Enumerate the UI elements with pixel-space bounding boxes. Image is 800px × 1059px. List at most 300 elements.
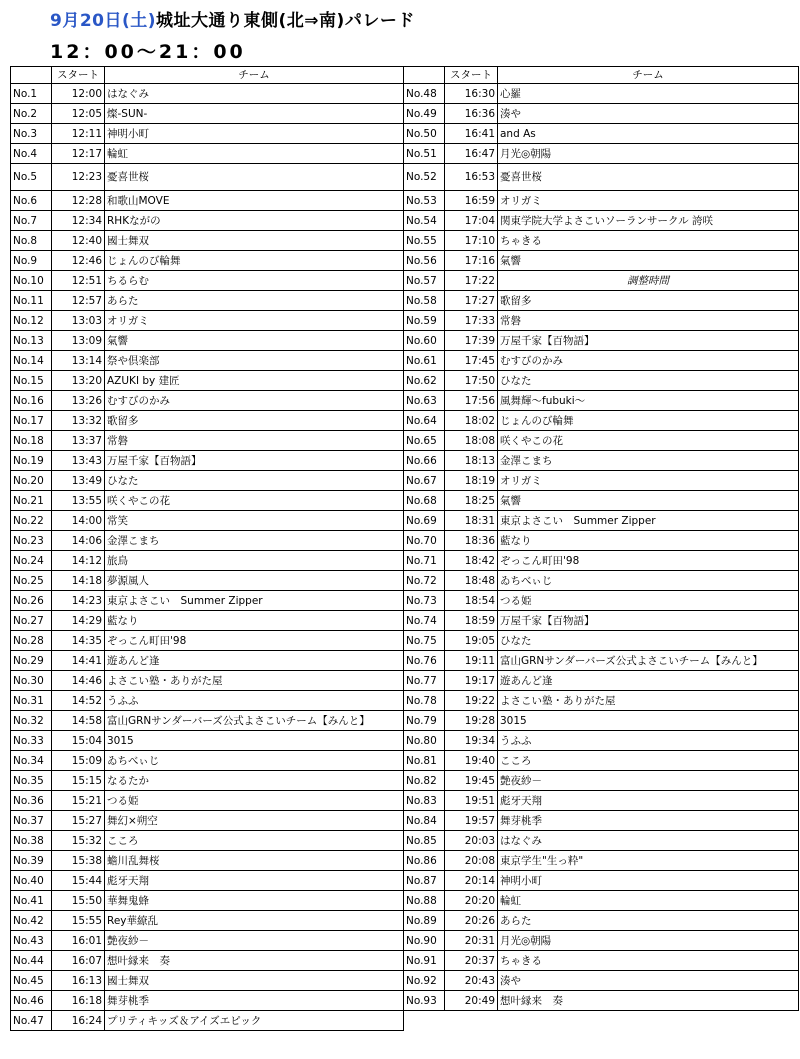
team-name: 咲くやこの花 bbox=[498, 431, 799, 451]
start-time: 17:39 bbox=[445, 331, 498, 351]
row-number: No.66 bbox=[404, 451, 445, 471]
start-time: 18:19 bbox=[445, 471, 498, 491]
table-row bbox=[404, 971, 799, 991]
row-number: No.4 bbox=[11, 144, 52, 164]
row-number: No.17 bbox=[11, 411, 52, 431]
row-number: No.14 bbox=[11, 351, 52, 371]
start-time: 16:07 bbox=[52, 951, 105, 971]
start-time: 16:59 bbox=[445, 191, 498, 211]
start-time: 14:12 bbox=[52, 551, 105, 571]
team-name: 月光◎朝陽 bbox=[498, 144, 799, 164]
row-number: No.27 bbox=[11, 611, 52, 631]
team-name: よさこい塾・ありがた屋 bbox=[498, 691, 799, 711]
start-time: 20:31 bbox=[445, 931, 498, 951]
table-row bbox=[11, 291, 404, 311]
team-name: 旅鳥 bbox=[105, 551, 404, 571]
team-name: 和歌山MOVE bbox=[105, 191, 404, 211]
team-name: むすびのかみ bbox=[498, 351, 799, 371]
table-row bbox=[404, 311, 799, 331]
team-name: 國士舞双 bbox=[105, 231, 404, 251]
start-time: 18:42 bbox=[445, 551, 498, 571]
start-time: 13:03 bbox=[52, 311, 105, 331]
table-row bbox=[404, 451, 799, 471]
row-number: No.46 bbox=[11, 991, 52, 1011]
table-row bbox=[11, 391, 404, 411]
team-name: 氣響 bbox=[498, 251, 799, 271]
start-time: 13:26 bbox=[52, 391, 105, 411]
row-number: No.71 bbox=[404, 551, 445, 571]
start-time: 18:13 bbox=[445, 451, 498, 471]
row-number: No.85 bbox=[404, 831, 445, 851]
team-name: 想叶縁来 奏 bbox=[105, 951, 404, 971]
table-row bbox=[11, 431, 404, 451]
start-time: 19:28 bbox=[445, 711, 498, 731]
start-time: 14:29 bbox=[52, 611, 105, 631]
row-number: No.3 bbox=[11, 124, 52, 144]
row-number: No.29 bbox=[11, 651, 52, 671]
start-time: 15:21 bbox=[52, 791, 105, 811]
row-number: No.73 bbox=[404, 591, 445, 611]
row-number: No.59 bbox=[404, 311, 445, 331]
start-time: 17:04 bbox=[445, 211, 498, 231]
table-row bbox=[404, 791, 799, 811]
table-row bbox=[11, 531, 404, 551]
start-time: 20:20 bbox=[445, 891, 498, 911]
start-time: 19:05 bbox=[445, 631, 498, 651]
team-name: 咲くやこの花 bbox=[105, 491, 404, 511]
start-time: 18:59 bbox=[445, 611, 498, 631]
row-number: No.62 bbox=[404, 371, 445, 391]
team-name: 湊や bbox=[498, 971, 799, 991]
team-name: 湊や bbox=[498, 104, 799, 124]
start-time: 12:40 bbox=[52, 231, 105, 251]
row-number: No.23 bbox=[11, 531, 52, 551]
row-number: No.57 bbox=[404, 271, 445, 291]
schedule-table-left bbox=[10, 66, 404, 1031]
start-time: 14:41 bbox=[52, 651, 105, 671]
table-row bbox=[404, 211, 799, 231]
row-number: No.81 bbox=[404, 751, 445, 771]
row-number: No.63 bbox=[404, 391, 445, 411]
table-row bbox=[11, 231, 404, 251]
start-time: 12:17 bbox=[52, 144, 105, 164]
team-name: 華舞鬼蜂 bbox=[105, 891, 404, 911]
team-name: つる姫 bbox=[498, 591, 799, 611]
table-row bbox=[11, 351, 404, 371]
start-time: 14:06 bbox=[52, 531, 105, 551]
row-number: No.70 bbox=[404, 531, 445, 551]
table-row bbox=[404, 431, 799, 451]
start-time: 15:55 bbox=[52, 911, 105, 931]
table-row bbox=[11, 771, 404, 791]
table-row bbox=[404, 491, 799, 511]
team-name: 神明小町 bbox=[105, 124, 404, 144]
table-row bbox=[404, 164, 799, 191]
event-name: 城址大通り東側(北⇒南)パレード bbox=[156, 11, 415, 31]
start-time: 12:34 bbox=[52, 211, 105, 231]
row-number: No.25 bbox=[11, 571, 52, 591]
start-time: 16:01 bbox=[52, 931, 105, 951]
start-time: 16:30 bbox=[445, 84, 498, 104]
team-name: 輪虹 bbox=[105, 144, 404, 164]
start-time: 19:40 bbox=[445, 751, 498, 771]
start-time: 19:22 bbox=[445, 691, 498, 711]
row-number: No.9 bbox=[11, 251, 52, 271]
team-name: あらた bbox=[498, 911, 799, 931]
table-row bbox=[404, 84, 799, 104]
table-row bbox=[11, 311, 404, 331]
start-time: 13:20 bbox=[52, 371, 105, 391]
start-time: 13:49 bbox=[52, 471, 105, 491]
team-name: 彪牙天翔 bbox=[498, 791, 799, 811]
team-name: ひなた bbox=[498, 631, 799, 651]
table-row bbox=[11, 471, 404, 491]
team-name: 氣響 bbox=[105, 331, 404, 351]
start-time: 20:43 bbox=[445, 971, 498, 991]
start-time: 18:54 bbox=[445, 591, 498, 611]
row-number: No.41 bbox=[11, 891, 52, 911]
team-name: オリガミ bbox=[498, 191, 799, 211]
team-name: AZUKI by 建匠 bbox=[105, 371, 404, 391]
row-number: No.61 bbox=[404, 351, 445, 371]
row-number: No.93 bbox=[404, 991, 445, 1011]
team-name: 関東学院大学よさこいソーランサークル 誇咲 bbox=[498, 211, 799, 231]
row-number: No.8 bbox=[11, 231, 52, 251]
row-number: No.28 bbox=[11, 631, 52, 651]
row-number: No.26 bbox=[11, 591, 52, 611]
row-number: No.80 bbox=[404, 731, 445, 751]
row-number: No.32 bbox=[11, 711, 52, 731]
table-row bbox=[404, 991, 799, 1011]
table-row bbox=[404, 144, 799, 164]
table-row bbox=[11, 631, 404, 651]
start-time: 14:46 bbox=[52, 671, 105, 691]
row-number: No.58 bbox=[404, 291, 445, 311]
table-header-row bbox=[11, 67, 404, 84]
table-row bbox=[11, 271, 404, 291]
team-name: 蟾川乱舞桜 bbox=[105, 851, 404, 871]
start-time: 17:10 bbox=[445, 231, 498, 251]
team-name: 風舞輝～fubuki～ bbox=[498, 391, 799, 411]
team-name: and As bbox=[498, 124, 799, 144]
row-number: No.90 bbox=[404, 931, 445, 951]
start-time: 16:13 bbox=[52, 971, 105, 991]
start-time: 12:00 bbox=[52, 84, 105, 104]
row-number: No.5 bbox=[11, 164, 52, 191]
team-name: 東京学生"生っ粋" bbox=[498, 851, 799, 871]
team-name: 遊あんど逢 bbox=[105, 651, 404, 671]
table-row bbox=[404, 651, 799, 671]
team-name: 藍なり bbox=[105, 611, 404, 631]
start-time: 17:45 bbox=[445, 351, 498, 371]
team-name: 3015 bbox=[498, 711, 799, 731]
column-header-team: チーム bbox=[105, 67, 404, 84]
team-name: 常笑 bbox=[105, 511, 404, 531]
row-number: No.44 bbox=[11, 951, 52, 971]
table-row bbox=[404, 331, 799, 351]
table-row bbox=[11, 751, 404, 771]
start-time: 16:36 bbox=[445, 104, 498, 124]
team-name: 憂喜世桜 bbox=[105, 164, 404, 191]
team-name: 憂喜世桜 bbox=[498, 164, 799, 191]
table-row bbox=[404, 931, 799, 951]
table-row bbox=[404, 291, 799, 311]
column-header-no bbox=[404, 67, 445, 84]
row-number: No.76 bbox=[404, 651, 445, 671]
row-number: No.92 bbox=[404, 971, 445, 991]
team-name: 調整時間 bbox=[498, 271, 799, 291]
start-time: 17:33 bbox=[445, 311, 498, 331]
row-number: No.48 bbox=[404, 84, 445, 104]
table-row bbox=[404, 411, 799, 431]
table-row bbox=[11, 871, 404, 891]
row-number: No.75 bbox=[404, 631, 445, 651]
table-row bbox=[11, 571, 404, 591]
start-time: 14:52 bbox=[52, 691, 105, 711]
team-name: 氣響 bbox=[498, 491, 799, 511]
start-time: 16:47 bbox=[445, 144, 498, 164]
row-number: No.47 bbox=[11, 1011, 52, 1031]
row-number: No.35 bbox=[11, 771, 52, 791]
row-number: No.38 bbox=[11, 831, 52, 851]
start-time: 15:04 bbox=[52, 731, 105, 751]
table-row bbox=[11, 191, 404, 211]
table-row bbox=[11, 811, 404, 831]
start-time: 19:11 bbox=[445, 651, 498, 671]
team-name: 舞芽桃季 bbox=[105, 991, 404, 1011]
table-row bbox=[11, 791, 404, 811]
team-name: 3015 bbox=[105, 731, 404, 751]
row-number: No.19 bbox=[11, 451, 52, 471]
start-time: 18:48 bbox=[445, 571, 498, 591]
start-time: 18:25 bbox=[445, 491, 498, 511]
row-number: No.6 bbox=[11, 191, 52, 211]
team-name: 富山GRNサンダーバーズ公式よさこいチーム【みんと】 bbox=[105, 711, 404, 731]
row-number: No.69 bbox=[404, 511, 445, 531]
team-name: 富山GRNサンダーバーズ公式よさこいチーム【みんと】 bbox=[498, 651, 799, 671]
table-row bbox=[404, 671, 799, 691]
team-name: 艶夜紗－ bbox=[498, 771, 799, 791]
team-name: ゐちべぃじ bbox=[105, 751, 404, 771]
table-row bbox=[11, 671, 404, 691]
table-row bbox=[11, 911, 404, 931]
team-name: ぞっこん町田'98 bbox=[105, 631, 404, 651]
start-time: 15:44 bbox=[52, 871, 105, 891]
team-name: 夢源風人 bbox=[105, 571, 404, 591]
start-time: 12:23 bbox=[52, 164, 105, 191]
row-number: No.55 bbox=[404, 231, 445, 251]
start-time: 20:03 bbox=[445, 831, 498, 851]
row-number: No.83 bbox=[404, 791, 445, 811]
row-number: No.40 bbox=[11, 871, 52, 891]
start-time: 17:27 bbox=[445, 291, 498, 311]
table-row bbox=[11, 104, 404, 124]
start-time: 15:32 bbox=[52, 831, 105, 851]
start-time: 19:17 bbox=[445, 671, 498, 691]
start-time: 13:43 bbox=[52, 451, 105, 471]
team-name: こころ bbox=[105, 831, 404, 851]
row-number: No.78 bbox=[404, 691, 445, 711]
table-row bbox=[404, 531, 799, 551]
start-time: 16:18 bbox=[52, 991, 105, 1011]
start-time: 20:14 bbox=[445, 871, 498, 891]
start-time: 19:57 bbox=[445, 811, 498, 831]
team-name: なるたか bbox=[105, 771, 404, 791]
table-row bbox=[11, 371, 404, 391]
team-name: 祭や倶楽部 bbox=[105, 351, 404, 371]
table-row bbox=[11, 251, 404, 271]
table-row bbox=[404, 831, 799, 851]
team-name: 神明小町 bbox=[498, 871, 799, 891]
start-time: 15:09 bbox=[52, 751, 105, 771]
table-row bbox=[11, 951, 404, 971]
table-row bbox=[404, 611, 799, 631]
team-name: ひなた bbox=[105, 471, 404, 491]
start-time: 14:00 bbox=[52, 511, 105, 531]
row-number: No.34 bbox=[11, 751, 52, 771]
table-row bbox=[11, 511, 404, 531]
schedule-table-right bbox=[403, 66, 799, 1011]
start-time: 12:28 bbox=[52, 191, 105, 211]
table-row bbox=[11, 164, 404, 191]
table-row bbox=[11, 491, 404, 511]
table-row bbox=[404, 591, 799, 611]
table-row bbox=[404, 571, 799, 591]
row-number: No.10 bbox=[11, 271, 52, 291]
time-range: 12：00～21：00 bbox=[50, 41, 246, 63]
start-time: 12:51 bbox=[52, 271, 105, 291]
row-number: No.37 bbox=[11, 811, 52, 831]
table-row bbox=[404, 911, 799, 931]
table-row bbox=[404, 771, 799, 791]
team-name: 燦-SUN- bbox=[105, 104, 404, 124]
table-row bbox=[404, 851, 799, 871]
team-name: 月光◎朝陽 bbox=[498, 931, 799, 951]
table-row bbox=[11, 711, 404, 731]
start-time: 15:27 bbox=[52, 811, 105, 831]
row-number: No.11 bbox=[11, 291, 52, 311]
team-name: 國士舞双 bbox=[105, 971, 404, 991]
team-name: よさこい塾・ありがた屋 bbox=[105, 671, 404, 691]
start-time: 17:56 bbox=[445, 391, 498, 411]
team-name: オリガミ bbox=[105, 311, 404, 331]
row-number: No.87 bbox=[404, 871, 445, 891]
table-header-row bbox=[404, 67, 799, 84]
team-name: 万屋千家【百物語】 bbox=[105, 451, 404, 471]
start-time: 14:58 bbox=[52, 711, 105, 731]
team-name: プリティキッズ＆アイズエピック bbox=[105, 1011, 404, 1031]
team-name: あらた bbox=[105, 291, 404, 311]
start-time: 13:55 bbox=[52, 491, 105, 511]
team-name: じょんのび輪舞 bbox=[105, 251, 404, 271]
row-number: No.54 bbox=[404, 211, 445, 231]
table-row bbox=[11, 591, 404, 611]
table-row bbox=[11, 851, 404, 871]
row-number: No.18 bbox=[11, 431, 52, 451]
table-row bbox=[11, 411, 404, 431]
row-number: No.1 bbox=[11, 84, 52, 104]
table-row bbox=[404, 811, 799, 831]
start-time: 18:31 bbox=[445, 511, 498, 531]
row-number: No.49 bbox=[404, 104, 445, 124]
team-name: つる姫 bbox=[105, 791, 404, 811]
row-number: No.31 bbox=[11, 691, 52, 711]
start-time: 17:50 bbox=[445, 371, 498, 391]
table-row bbox=[404, 271, 799, 291]
table-row bbox=[404, 631, 799, 651]
row-number: No.7 bbox=[11, 211, 52, 231]
row-number: No.39 bbox=[11, 851, 52, 871]
team-name: 輪虹 bbox=[498, 891, 799, 911]
team-name: ゐちべぃじ bbox=[498, 571, 799, 591]
column-header-start: スタート bbox=[445, 67, 498, 84]
table-row bbox=[404, 104, 799, 124]
start-time: 16:53 bbox=[445, 164, 498, 191]
table-row bbox=[11, 331, 404, 351]
table-row bbox=[11, 124, 404, 144]
team-name: はなぐみ bbox=[498, 831, 799, 851]
start-time: 19:34 bbox=[445, 731, 498, 751]
table-row bbox=[404, 251, 799, 271]
column-header-no bbox=[11, 67, 52, 84]
team-name: 金澤こまち bbox=[105, 531, 404, 551]
row-number: No.68 bbox=[404, 491, 445, 511]
row-number: No.43 bbox=[11, 931, 52, 951]
team-name: 心羅 bbox=[498, 84, 799, 104]
table-row bbox=[404, 231, 799, 251]
table-row bbox=[404, 124, 799, 144]
start-time: 20:26 bbox=[445, 911, 498, 931]
row-number: No.74 bbox=[404, 611, 445, 631]
table-row bbox=[11, 84, 404, 104]
start-time: 13:14 bbox=[52, 351, 105, 371]
row-number: No.56 bbox=[404, 251, 445, 271]
table-row bbox=[11, 551, 404, 571]
start-time: 18:02 bbox=[445, 411, 498, 431]
row-number: No.86 bbox=[404, 851, 445, 871]
table-row bbox=[11, 731, 404, 751]
table-row bbox=[404, 951, 799, 971]
table-row bbox=[404, 711, 799, 731]
start-time: 12:11 bbox=[52, 124, 105, 144]
row-number: No.42 bbox=[11, 911, 52, 931]
row-number: No.13 bbox=[11, 331, 52, 351]
table-row bbox=[404, 391, 799, 411]
team-name: 東京よさこい Summer Zipper bbox=[498, 511, 799, 531]
team-name: Rey華繚乱 bbox=[105, 911, 404, 931]
row-number: No.21 bbox=[11, 491, 52, 511]
row-number: No.65 bbox=[404, 431, 445, 451]
team-name: 歌留多 bbox=[105, 411, 404, 431]
row-number: No.2 bbox=[11, 104, 52, 124]
start-time: 18:08 bbox=[445, 431, 498, 451]
row-number: No.36 bbox=[11, 791, 52, 811]
team-name: 東京よさこい Summer Zipper bbox=[105, 591, 404, 611]
row-number: No.79 bbox=[404, 711, 445, 731]
column-header-team: チーム bbox=[498, 67, 799, 84]
team-name: じょんのび輪舞 bbox=[498, 411, 799, 431]
row-number: No.33 bbox=[11, 731, 52, 751]
row-number: No.60 bbox=[404, 331, 445, 351]
table-row bbox=[11, 691, 404, 711]
team-name: ちゃきる bbox=[498, 951, 799, 971]
row-number: No.15 bbox=[11, 371, 52, 391]
start-time: 19:51 bbox=[445, 791, 498, 811]
table-row bbox=[11, 1011, 404, 1031]
row-number: No.88 bbox=[404, 891, 445, 911]
table-row bbox=[404, 731, 799, 751]
team-name: ひなた bbox=[498, 371, 799, 391]
